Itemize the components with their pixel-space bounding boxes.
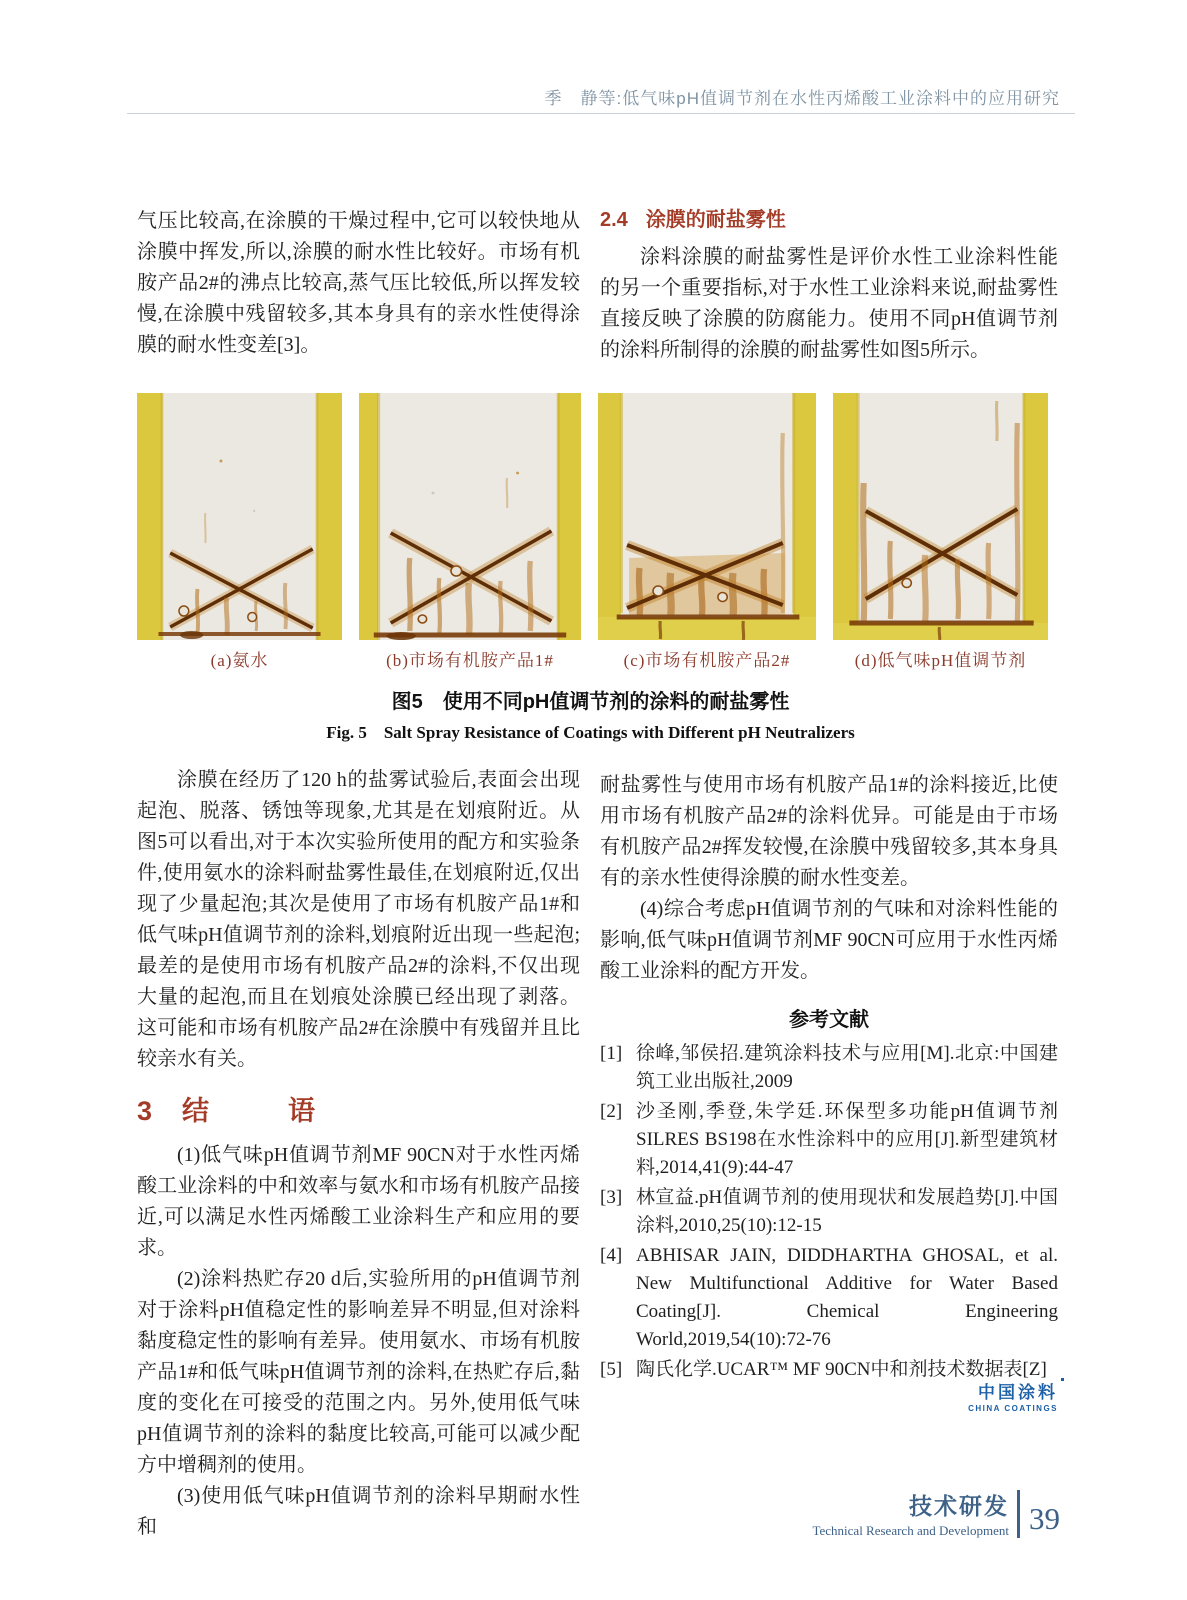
salt-spray-photo-c xyxy=(598,393,816,640)
photo-caption-d: (d)低气味pH值调节剂 xyxy=(854,651,1027,670)
salt-spray-photo-a xyxy=(137,393,342,640)
reference-number: [1] xyxy=(600,1043,623,1064)
figure-5 xyxy=(137,393,1044,743)
section-2-4-heading xyxy=(600,203,1058,232)
salt-spray-photo-d xyxy=(833,393,1048,640)
reference-item xyxy=(600,1098,1058,1182)
references-title: 参考文献 xyxy=(789,1009,869,1031)
photo-cell-a xyxy=(137,393,342,671)
reference-text: 林宣益.pH值调节剂的使用现状和发展趋势[J].中国涂料,2010,25(10):12-15 xyxy=(636,1187,1058,1236)
conclusion-point-1: (1)低气味pH值调节剂MF 90CN对于水性丙烯酸工业涂料的中和效率与氨水和市场有机胺产品接近,可以满足水性丙烯酸工业涂料生产和应用的要求。 xyxy=(137,1144,580,1259)
conclusion-point-3-start: (3)使用低气味pH值调节剂的涂料早期耐水性和 xyxy=(137,1485,580,1538)
reference-number: [3] xyxy=(600,1187,623,1208)
reference-item xyxy=(600,1184,1058,1240)
right-column-lower xyxy=(600,770,1058,1386)
logo-text-zh: 中国涂料 xyxy=(978,1378,1058,1403)
reference-number: [4] xyxy=(600,1245,623,1266)
salt-spray-discussion: 涂膜在经历了120 h的盐雾试验后,表面会出现起泡、脱落、锈蚀等现象,尤其是在划痕附近。从图5可以看出,对于本次实验所使用的配方和实验条件,使用氨水的涂料耐盐雾性最佳,在划痕附近,仅出现了少量起泡;其次是使用了市场有机胺产品1#和低气味pH值调节剂的涂料,划痕附近出现一些起泡;最差的是使用市场有机胺产品2#的涂料,不仅出现大量的起泡,而且在划痕处涂膜已经出现了剥落。这可能和市场有机胺产品2#在涂膜中有残留并且比较亲水有关。 xyxy=(137,769,580,1070)
reference-text: 陶氏化学.UCAR™ MF 90CN中和剂技术数据表[Z] xyxy=(636,1359,1047,1380)
logo-trademark-icon xyxy=(1061,1378,1064,1381)
reference-text: 徐峰,邹侯招.建筑涂料技术与应用[M].北京:中国建筑工业出版社,2009 xyxy=(636,1043,1058,1092)
intro-column xyxy=(137,206,580,361)
section-3-title: 结 语 xyxy=(182,1096,342,1126)
photo-cell-d xyxy=(833,393,1048,671)
salt-spray-photo-b xyxy=(359,393,581,640)
footer-labels xyxy=(812,1488,1009,1539)
figure-5-title-en: Fig. 5 Salt Spray Resistance of Coatings with Different pH Neutralizers xyxy=(326,723,855,742)
intro-paragraph: 气压比较高,在涂膜的干燥过程中,它可以较快地从涂膜中挥发,所以,涂膜的耐水性比较好。市场有机胺产品2#的沸点比较高,蒸气压比较低,所以挥发较慢,在涂膜中残留较多,其本身具有的亲水性使得涂膜的耐水性变差[3]。 xyxy=(137,210,580,356)
reference-number: [2] xyxy=(600,1101,623,1122)
header-divider xyxy=(127,113,1075,114)
section-3-number: 3 xyxy=(137,1096,153,1126)
left-column-lower xyxy=(137,765,580,1543)
conclusion-point-3-continued: 耐盐雾性与使用市场有机胺产品1#的涂料接近,比使用市场有机胺产品2#的涂料优异。可能是由于市场有机胺产品2#挥发较慢,在涂膜中残留较多,其本身具有的亲水性使得涂膜的耐水性变差。 xyxy=(600,774,1058,889)
china-coatings-logo xyxy=(880,1378,1058,1413)
running-head: 季 静等:低气味pH值调节剂在水性丙烯酸工业涂料中的应用研究 xyxy=(544,89,1060,108)
reference-text: 沙圣刚,季登,朱学廷.环保型多功能pH值调节剂SILRES BS198在水性涂料中的应用[J].新型建筑材料,2014,41(9):44-47 xyxy=(636,1101,1058,1178)
photo-caption-b: (b)市场有机胺产品1# xyxy=(386,651,554,670)
photo-cell-b xyxy=(359,393,581,671)
section-2-4-body: 涂料涂膜的耐盐雾性是评价水性工业涂料性能的另一个重要指标,对于水性工业涂料来说,耐盐雾性直接反映了涂膜的防腐能力。使用不同pH值调节剂的涂料所制得的涂膜的耐盐雾性如图5所示。 xyxy=(600,246,1058,361)
reference-item xyxy=(600,1242,1058,1354)
footer-divider xyxy=(1017,1490,1020,1538)
section-3-heading xyxy=(137,1089,580,1128)
references-list xyxy=(600,1040,1058,1384)
logo-text-en: CHINA COATINGS xyxy=(968,1404,1058,1413)
reference-item xyxy=(600,1040,1058,1096)
section-2-4-number: 2.4 xyxy=(600,209,628,231)
page-footer xyxy=(812,1488,1060,1539)
photo-caption-a: (a)氨水 xyxy=(210,651,269,670)
photo-cell-c xyxy=(598,393,816,671)
salt-spray-photos-row xyxy=(137,393,1044,671)
figure-5-title-zh: 图5 使用不同pH值调节剂的涂料的耐盐雾性 xyxy=(391,691,790,713)
conclusion-point-4: (4)综合考虑pH值调节剂的气味和对涂料性能的影响,低气味pH值调节剂MF 90CN可应用于水性丙烯酸工业涂料的配方开发。 xyxy=(600,898,1058,982)
footer-section-label-zh: 技术研发 xyxy=(909,1493,1009,1519)
section-2-4-title: 涂膜的耐盐雾性 xyxy=(645,209,786,231)
footer-section-label-en: Technical Research and Development xyxy=(812,1523,1009,1538)
reference-number: [5] xyxy=(600,1359,623,1380)
photo-caption-c: (c)市场有机胺产品2# xyxy=(623,651,791,670)
reference-text: ABHISAR JAIN, DIDDHARTHA GHOSAL, et al. New Multifunctional Additive for Water Based Coating[J]. Chemical Engineering World,2019,54(10):72-76 xyxy=(636,1245,1058,1350)
page-number: 39 xyxy=(1029,1500,1060,1536)
section-2-4 xyxy=(600,203,1058,366)
conclusion-point-2: (2)涂料热贮存20 d后,实验所用的pH值调节剂对于涂料pH值稳定性的影响差异不明显,但对涂料黏度稳定性的影响有差异。使用氨水、市场有机胺产品1#和低气味pH值调节剂的涂料,在热贮存后,黏度的变化在可接受的范围之内。另外,使用低气味pH值调节剂的涂料的黏度比较高,可能可以减少配方中增稠剂的使用。 xyxy=(137,1268,580,1476)
